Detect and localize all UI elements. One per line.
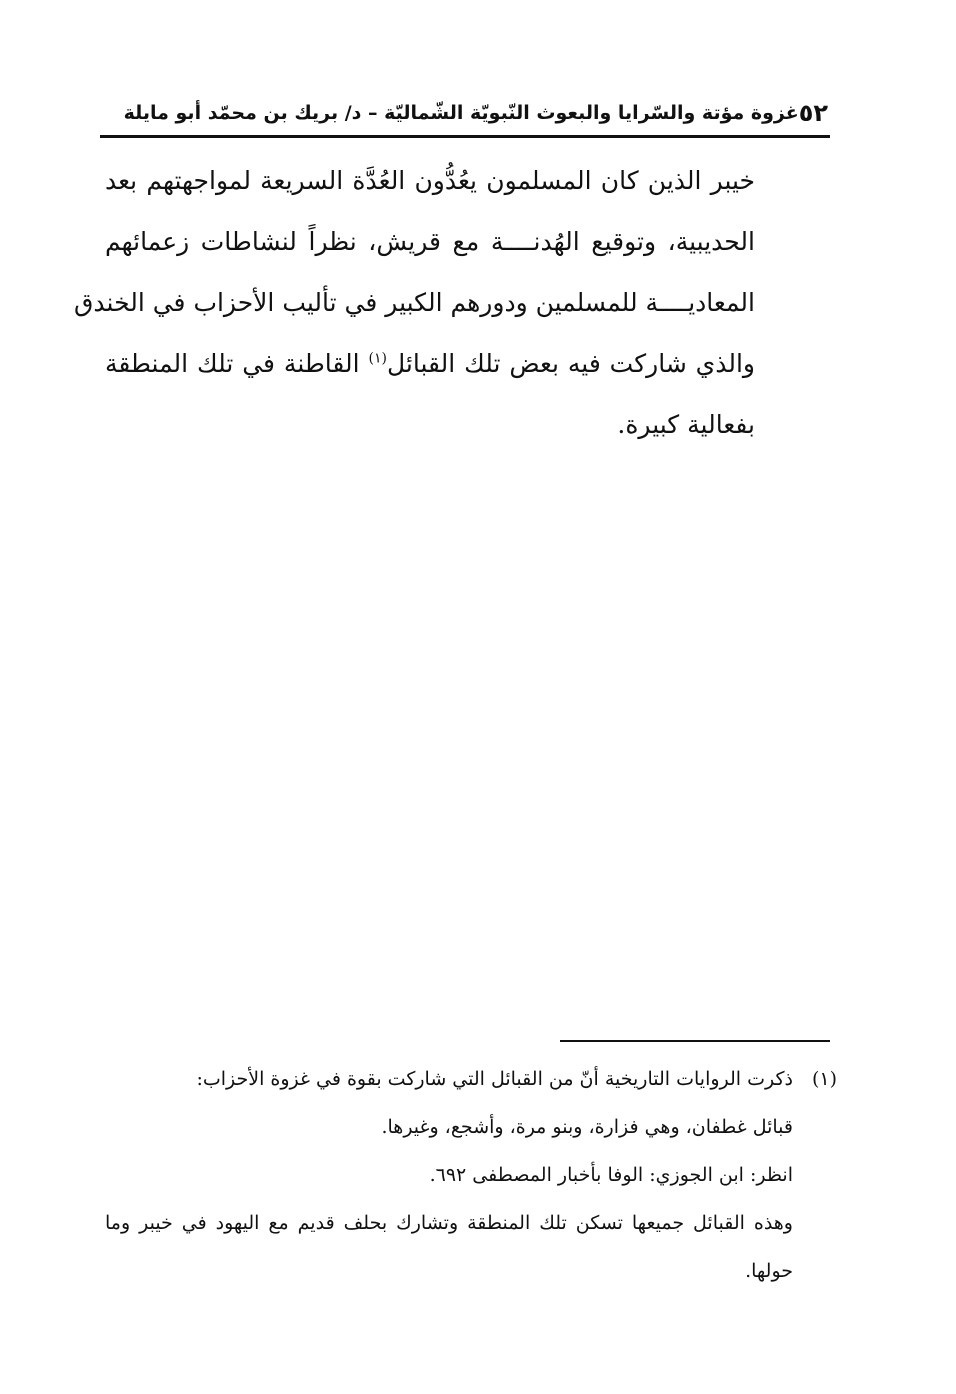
running-title: غزوة مؤتة والسّرايا والبعوث النّبويّة الشّماليّة – د/ بريك بن محمّد أبو مايلة: [123, 102, 799, 124]
footnote-line: حولها.: [745, 1260, 793, 1282]
footnote-separator: [560, 1040, 830, 1042]
page-header: [123, 92, 828, 134]
footnote-line: قبائل غطفان، وهي فزارة، وبنو مرة، وأشجع، وغيرها.: [381, 1116, 793, 1138]
footnotes: [105, 1055, 837, 1295]
footnote-line: وهذه القبائل جميعها تسكن تلك المنطقة وتشارك بحلف قديم مع اليهود في خيبر وما: [105, 1212, 793, 1234]
body-paragraph: [74, 150, 755, 455]
footnote-line: انظر: ابن الجوزي: الوفا بأخبار المصطفى ٦٩٢.: [429, 1164, 793, 1186]
footnote-line: [105, 1055, 837, 1103]
body-line: بفعالية كبيرة.: [617, 410, 755, 439]
body-line-part: والذي شاركت فيه بعض تلك القبائل: [386, 349, 755, 378]
body-line: المعاديــــة للمسلمين ودورهم الكبير في تأليب الأحزاب في الخندق: [74, 288, 755, 317]
footnote-marker: (١): [811, 1068, 837, 1090]
header-rule: [100, 135, 830, 138]
footnote-text: ذكرت الروايات التاريخية أنّ من القبائل التي شاركت بقوة في غزوة الأحزاب:: [196, 1068, 793, 1090]
body-line-part: القاطنة في تلك المنطقة: [105, 349, 360, 378]
body-line: الحديبية، وتوقيع الهُدنــــة مع قريش، نظراً لنشاطات زعمائهم: [105, 227, 755, 256]
page-number: ٥٢: [798, 99, 828, 127]
body-line: خيبر الذين كان المسلمون يعُدُّون العُدَّة السريعة لمواجهتهم بعد: [105, 166, 755, 195]
footnote-reference[interactable]: (١): [368, 350, 387, 367]
body-line-with-footnote: [105, 333, 755, 394]
